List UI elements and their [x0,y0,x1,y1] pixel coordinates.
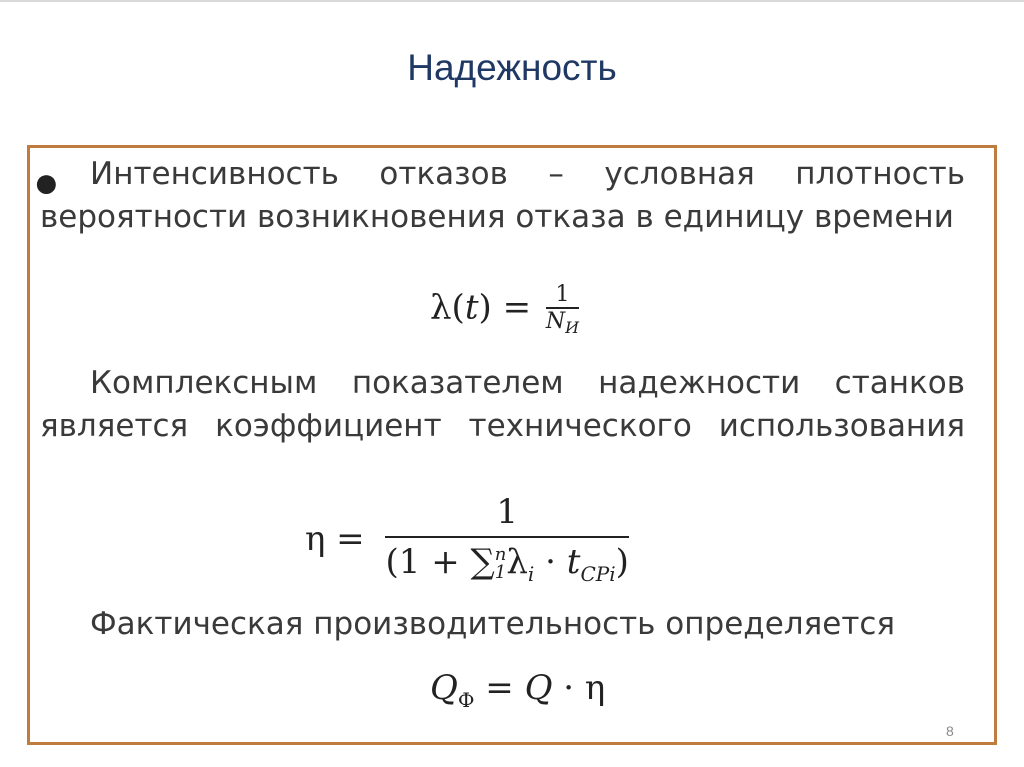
formula1-numerator: 1 [555,282,570,307]
page-number: 8 [946,723,954,739]
formula2-fraction [385,492,628,586]
bullet-icon: ● [33,158,60,207]
formula1-denominator: $N_И$ [545,309,580,337]
paragraph-utilization-lines: Комплексным показателем надежности станков является коэффициент технического использования [40,365,965,444]
formula1-var: t [464,287,479,328]
formula-utilization [305,492,629,586]
formula1-lhs: λ( [430,287,465,328]
formula-failure-intensity [430,282,579,337]
formula2-numerator: 1 [496,492,518,532]
formula-actual-productivity: $Q_Ф = Q \cdot \eta$ [430,668,606,712]
paragraph-actual-productivity: Фактическая производительность определяется [90,606,896,642]
formula2-fraction-bar [385,536,628,538]
formula1-rhs: ) = [478,287,532,328]
top-border-line [0,0,1024,2]
paragraph-failure-intensity: Интенсивность отказов – условная плотность вероятности возникновения отказа в единицу времени [40,156,965,235]
formula2-lhs: η = [305,519,365,559]
slide-title: Надежность [407,47,617,88]
formula1-fraction [546,282,579,337]
formula2-denominator: (1 + ∑ n 1 $\lambda_i \cdot t_{CPi}$) [385,542,629,586]
